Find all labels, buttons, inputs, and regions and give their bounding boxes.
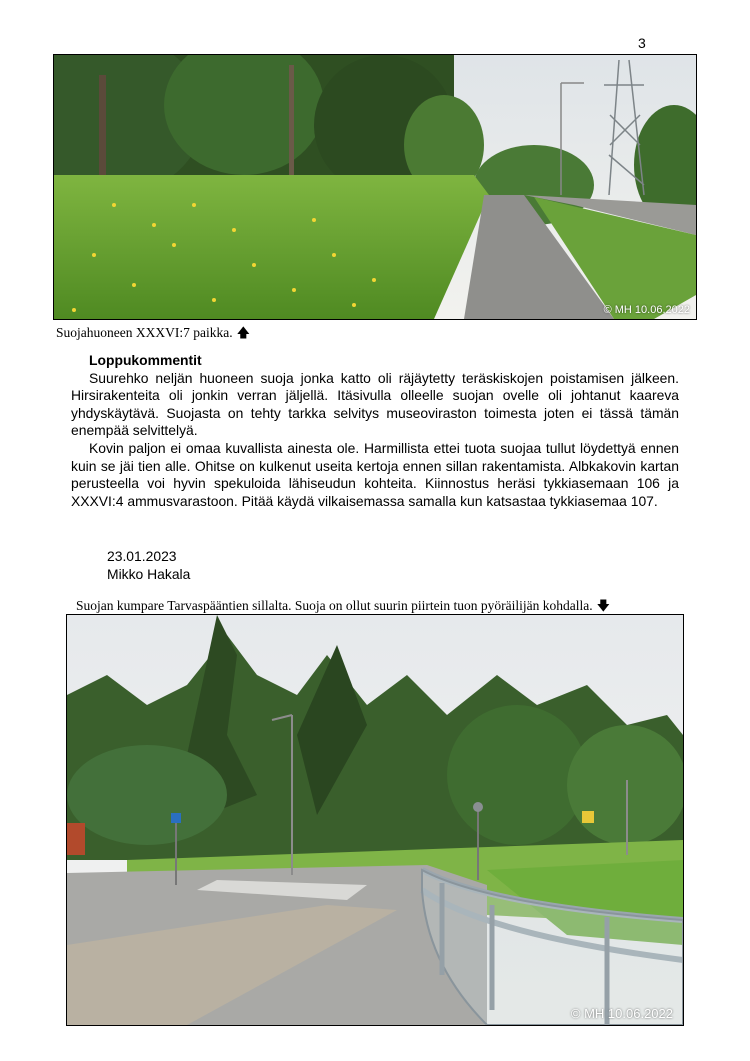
up-arrow-icon: 🡅 [236,326,250,341]
photo-top-image [54,55,696,319]
signature-date: 23.01.2023 [107,548,177,564]
photo-bottom-image [67,615,683,1025]
photo-bottom [66,614,684,1026]
paragraph: Kovin paljon ei omaa kuvallista ainesta ole. Harmillista ettei tuota suojaa tullut löydettyä ennen kuin se jäi tien alle. Ohitse on kulkenut useita kertoja ennen sillan rakentamista. Albkakovin kartan perusteella voi hyvin spekuloida lähiseudun kohteita. Kiinnostus heräsi tykkiasemaan 106 ja XXXVI:4 ammusvarastoon. Pitää käydä vilkaisemassa samalla kun katsastaa tykkiasemaa 107. [71,439,679,509]
photo-top [53,54,697,320]
closing-comments [71,352,679,510]
signature [107,547,190,583]
photo-credit-bottom: © MH 10.06.2022 [570,1006,673,1021]
photo-top-caption-text: Suojahuoneen XXXVI:7 paikka. [56,325,233,340]
down-arrow-icon: 🡇 [596,599,610,614]
page-number: 3 [638,35,646,51]
signature-name: Mikko Hakala [107,566,191,582]
photo-bottom-caption-text: Suojan kumpare Tarvaspääntien sillalta. Suoja on ollut suurin piirtein tuon pyöräilijän kohdalla. [76,598,593,613]
section-heading: Loppukommentit [89,352,202,368]
paragraph: Suurehko neljän huoneen suoja jonka katto oli räjäytetty teräskiskojen poistamisen jälkeen. Hirsirakenteita oli jonkin verran jäljellä. Itäsivulla olleelle suojan ovelle oli johtanut kaareva yhdyskäytävä. Suojasta on tehty tarkka selvitys museoviraston toimesta joten ei tässä tämän enempää selvittelyä. [71,369,679,439]
photo-top-caption [56,324,250,346]
photo-credit-top: © MH 10.06.2022 [603,304,690,316]
